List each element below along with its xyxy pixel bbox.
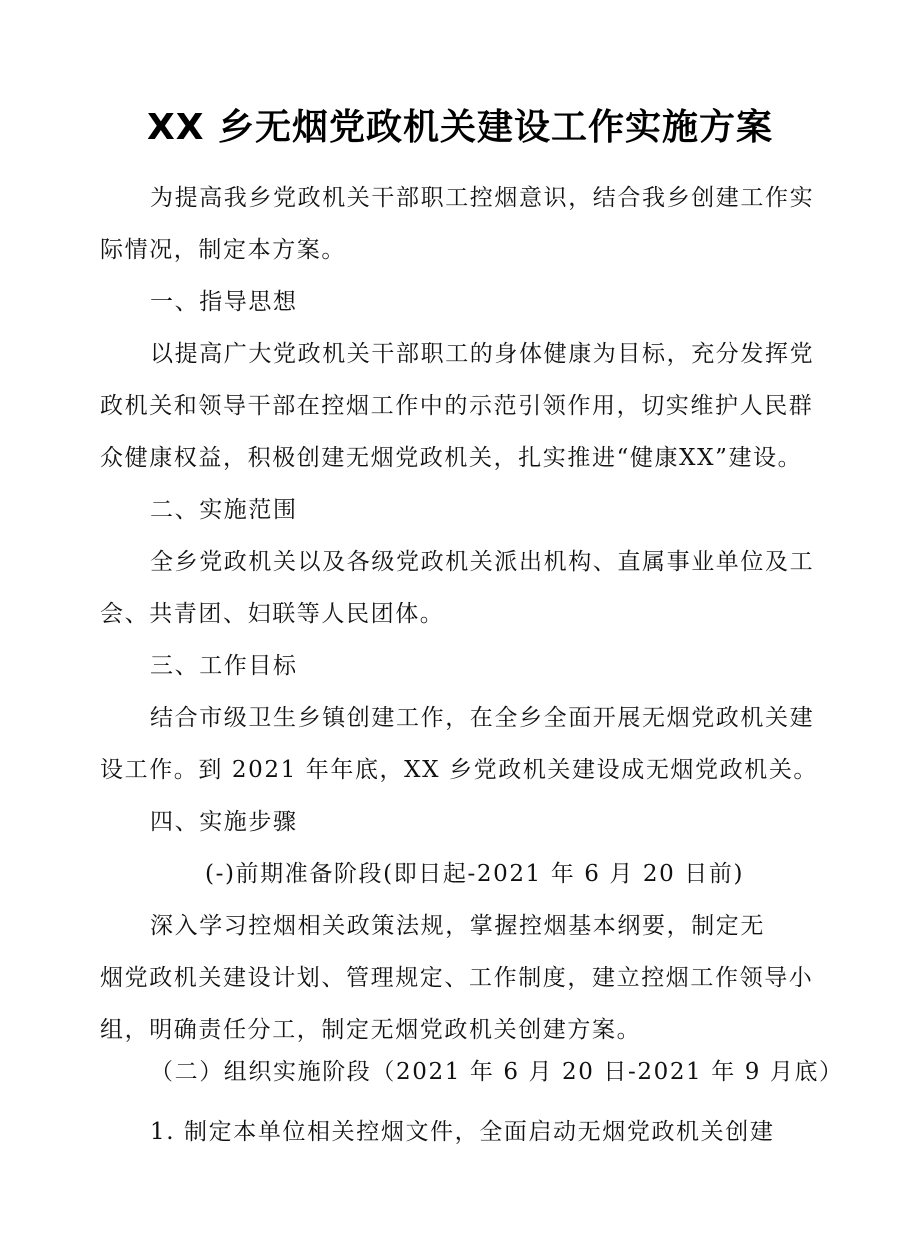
paragraph-intro-line-2: 际情况，制定本方案。 xyxy=(100,237,346,263)
document-title: XX 乡无烟党政机关建设工作实施方案 xyxy=(146,107,774,148)
heading-goals: 三、工作目标 xyxy=(150,653,298,679)
paragraph-preparation-line-3: 组，明确责任分工，制定无烟党政机关创建方案。 xyxy=(100,1017,642,1043)
paragraph-intro-line-1: 为提高我乡党政机关干部职工控烟意识，结合我乡创建工作实 xyxy=(150,185,815,211)
heading-scope: 二、实施范围 xyxy=(150,497,298,523)
heading-guiding-ideology: 一、指导思想 xyxy=(150,289,298,315)
paragraph-ideology-line-1: 以提高广大党政机关干部职工的身体健康为目标，充分发挥党 xyxy=(150,341,815,367)
paragraph-ideology-line-2: 政机关和领导干部在控烟工作中的示范引领作用，切实维护人民群 xyxy=(100,393,814,419)
paragraph-goals-line-2: 设工作。到 2021 年年底，XX 乡党政机关建设成无烟党政机关。 xyxy=(100,757,819,783)
paragraph-ideology-line-3: 众健康权益，积极创建无烟党政机关，扎实推进“健康XX”建设。 xyxy=(100,445,803,471)
paragraph-scope-line-2: 会、共青团、妇联等人民团体。 xyxy=(100,601,445,627)
heading-steps: 四、实施步骤 xyxy=(150,809,298,835)
subheading-preparation-phase: (-)前期准备阶段(即日起-2021 年 6 月 20 日前) xyxy=(205,861,745,887)
subheading-implementation-phase: （二）组织实施阶段（2021 年 6 月 20 日-2021 年 9 月底） xyxy=(150,1059,844,1085)
paragraph-implementation-item-1: 1. 制定本单位相关控烟文件，全面启动无烟党政机关创建 xyxy=(150,1119,775,1145)
paragraph-preparation-line-1: 深入学习控烟相关政策法规，掌握控烟基本纲要，制定无 xyxy=(150,913,765,939)
paragraph-scope-line-1: 全乡党政机关以及各级党政机关派出机构、直属事业单位及工 xyxy=(150,549,815,575)
paragraph-preparation-line-2: 烟党政机关建设计划、管理规定、工作制度，建立控烟工作领导小 xyxy=(100,965,814,991)
paragraph-goals-line-1: 结合市级卫生乡镇创建工作，在全乡全面开展无烟党政机关建 xyxy=(150,705,815,731)
